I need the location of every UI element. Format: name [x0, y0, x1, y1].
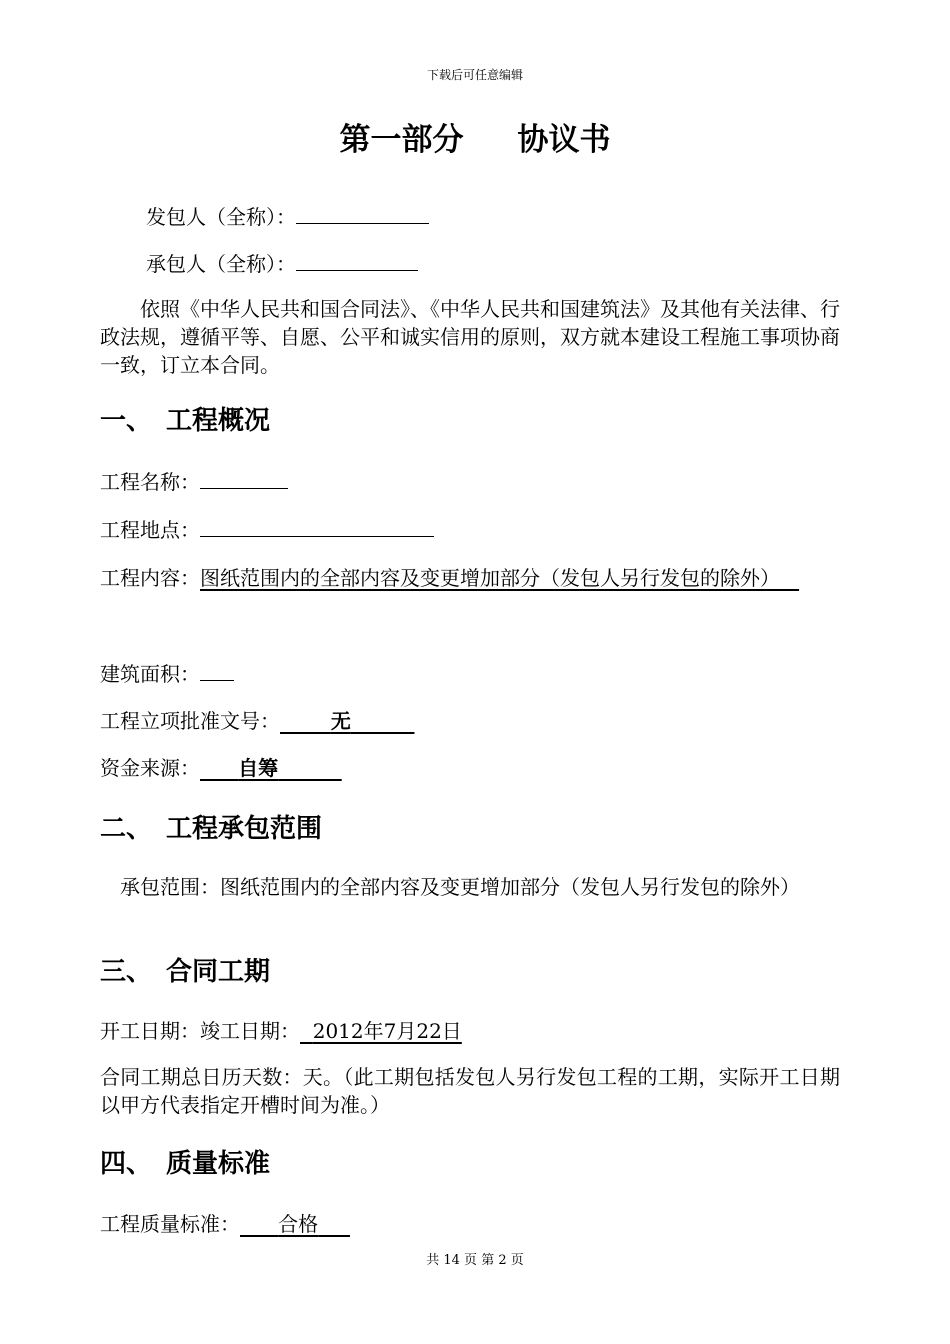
dates-label: 开工日期：竣工日期：	[100, 1019, 300, 1043]
building-area-blank	[200, 660, 234, 681]
employer-label: 发包人（全称）：	[146, 205, 296, 229]
section-two-heading	[100, 808, 322, 845]
section-two-number: 二、	[100, 814, 153, 844]
page-footer: 共 14 页 第 2 页	[426, 1253, 524, 1268]
project-name-label: 工程名称：	[100, 470, 200, 494]
section-three-title: 合同工期	[166, 957, 271, 987]
approval-number-value: 无	[330, 709, 351, 733]
section-four-title: 质量标准	[166, 1149, 271, 1179]
section-two-title: 工程承包范围	[166, 814, 323, 844]
quality-standard-label: 工程质量标准：	[100, 1212, 240, 1236]
dates-value: 2012年7月22日	[312, 1019, 462, 1043]
section-three-heading	[100, 951, 270, 988]
scope-paragraph: 承包范围：图纸范围内的全部内容及变更增加部分（发包人另行发包的除外）	[120, 875, 800, 899]
project-name-blank	[200, 468, 288, 489]
contractor-blank	[296, 250, 418, 271]
project-site-field	[100, 514, 434, 543]
approval-number-field	[100, 705, 414, 734]
employer-field	[146, 201, 429, 230]
section-one-heading	[100, 400, 270, 437]
quality-standard-value: 合格	[278, 1212, 319, 1236]
contractor-field	[146, 248, 418, 277]
employer-blank	[296, 203, 429, 224]
funding-source-label: 资金来源：	[100, 756, 200, 780]
building-area-label: 建筑面积：	[100, 662, 200, 686]
project-site-label: 工程地点：	[100, 518, 200, 542]
intro-paragraph: 依照《中华人民共和国合同法》、《中华人民共和国建筑法》及其他有关法律、行政法规，遵循平等、自愿、公平和诚实信用的原则，双方就本建设工程施工事项协商一致，订立本合同。	[100, 297, 840, 377]
project-content-label: 工程内容：	[100, 566, 200, 590]
project-name-field	[100, 466, 288, 495]
dates-field	[100, 1015, 462, 1044]
section-one-number: 一、	[100, 406, 153, 436]
section-four-number: 四、	[100, 1149, 153, 1179]
quality-standard-field	[100, 1208, 350, 1237]
project-site-blank	[200, 516, 434, 537]
section-three-number: 三、	[100, 957, 153, 987]
section-four-heading	[100, 1143, 270, 1180]
approval-number-label: 工程立项批准文号：	[100, 709, 280, 733]
building-area-field	[100, 658, 234, 687]
title-part-two: 协议书	[517, 122, 611, 158]
project-content-value: 图纸范围内的全部内容及变更增加部分（发包人另行发包的除外）	[200, 566, 780, 590]
header-note: 下载后可任意编辑	[426, 68, 523, 82]
funding-source-field	[100, 752, 342, 781]
contractor-label: 承包人（全称）：	[146, 252, 296, 276]
page-title	[0, 114, 950, 159]
project-content-field	[100, 560, 840, 596]
funding-source-value: 自筹	[238, 756, 279, 780]
duration-paragraph: 合同工期总日历天数：天。（此工期包括发包人另行发包工程的工期，实际开工日期以甲方代表指定开槽时间为准。）	[100, 1065, 840, 1117]
section-one-title: 工程概况	[166, 406, 271, 436]
title-part-one: 第一部分	[339, 122, 464, 158]
